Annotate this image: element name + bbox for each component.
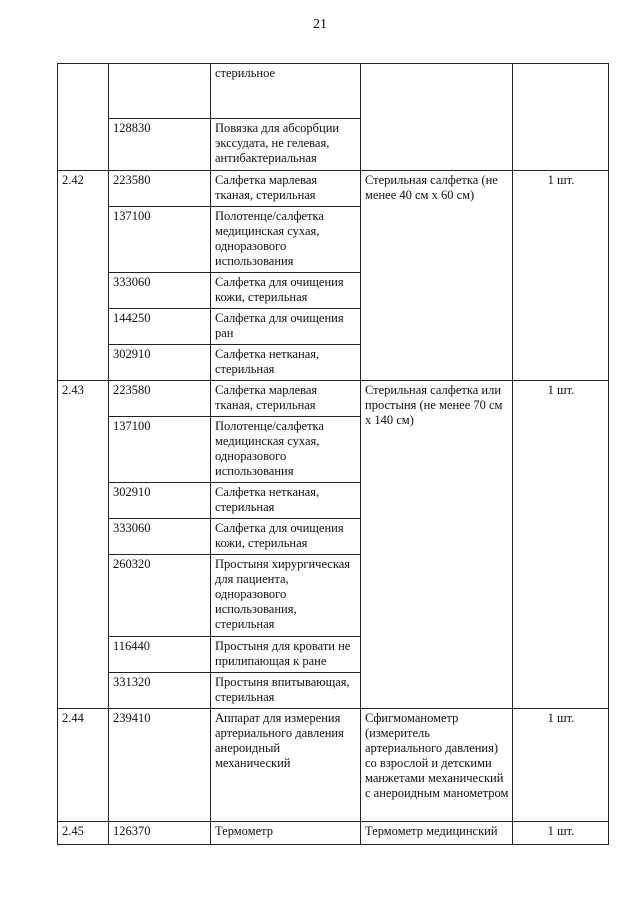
name-cell: Салфетка марлевая тканая, стерильная: [211, 171, 361, 207]
name-cell: Простыня хирургическая для пациента, одноразового использования, стерильная: [211, 555, 361, 637]
code-cell: 126370: [109, 822, 211, 845]
equipment-table: [57, 63, 609, 845]
code-cell: 302910: [109, 345, 211, 381]
quantity-cell: [513, 64, 609, 171]
name-cell: Простыня впитывающая, стерильная: [211, 673, 361, 709]
code-cell: 223580: [109, 381, 211, 417]
name-cell: Полотенце/салфетка медицинская сухая, одноразового использования: [211, 207, 361, 273]
table-row: [58, 171, 609, 207]
name-cell: Повязка для абсорбции экссудата, не гелевая, антибактериальная: [211, 119, 361, 171]
table-row: [58, 381, 609, 417]
name-cell: Салфетка нетканая, стерильная: [211, 345, 361, 381]
code-cell: 239410: [109, 709, 211, 822]
page-number: 21: [313, 17, 327, 32]
code-cell: 302910: [109, 483, 211, 519]
requirement-cell: Сфигмоманометр (измеритель артериального давления) со взрослой и детскими манжетами механический с анероидным манометром: [361, 709, 513, 822]
requirement-cell: Стерильная салфетка (не менее 40 см х 60 см): [361, 171, 513, 381]
table-row: [58, 822, 609, 845]
code-cell: 333060: [109, 519, 211, 555]
name-cell: стерильное: [211, 64, 361, 119]
table-row: [58, 709, 609, 822]
name-cell: Салфетка нетканая, стерильная: [211, 483, 361, 519]
code-cell: 144250: [109, 309, 211, 345]
quantity-cell: 1 шт.: [513, 381, 609, 709]
requirement-cell: [361, 64, 513, 171]
name-cell: Салфетка марлевая тканая, стерильная: [211, 381, 361, 417]
code-cell: 137100: [109, 207, 211, 273]
name-cell: Простыня для кровати не прилипающая к ране: [211, 637, 361, 673]
requirement-cell: Термометр медицинский: [361, 822, 513, 845]
name-cell: Термометр: [211, 822, 361, 845]
code-cell: 116440: [109, 637, 211, 673]
quantity-cell: 1 шт.: [513, 822, 609, 845]
code-cell: 137100: [109, 417, 211, 483]
code-cell: 260320: [109, 555, 211, 637]
name-cell: Салфетка для очищения кожи, стерильная: [211, 519, 361, 555]
item-number-cell: 2.45: [58, 822, 109, 845]
item-number-cell: 2.43: [58, 381, 109, 709]
code-cell: 223580: [109, 171, 211, 207]
item-number-cell: [58, 64, 109, 171]
code-cell: [109, 64, 211, 119]
name-cell: Аппарат для измерения артериального давления анероидный механический: [211, 709, 361, 822]
item-number-cell: 2.42: [58, 171, 109, 381]
item-number-cell: 2.44: [58, 709, 109, 822]
code-cell: 128830: [109, 119, 211, 171]
table-row: [58, 64, 609, 119]
quantity-cell: 1 шт.: [513, 709, 609, 822]
name-cell: Полотенце/салфетка медицинская сухая, одноразового использования: [211, 417, 361, 483]
code-cell: 331320: [109, 673, 211, 709]
requirement-cell: Стерильная салфетка или простыня (не менее 70 см х 140 см): [361, 381, 513, 709]
name-cell: Салфетка для очищения ран: [211, 309, 361, 345]
code-cell: 333060: [109, 273, 211, 309]
name-cell: Салфетка для очищения кожи, стерильная: [211, 273, 361, 309]
quantity-cell: 1 шт.: [513, 171, 609, 381]
